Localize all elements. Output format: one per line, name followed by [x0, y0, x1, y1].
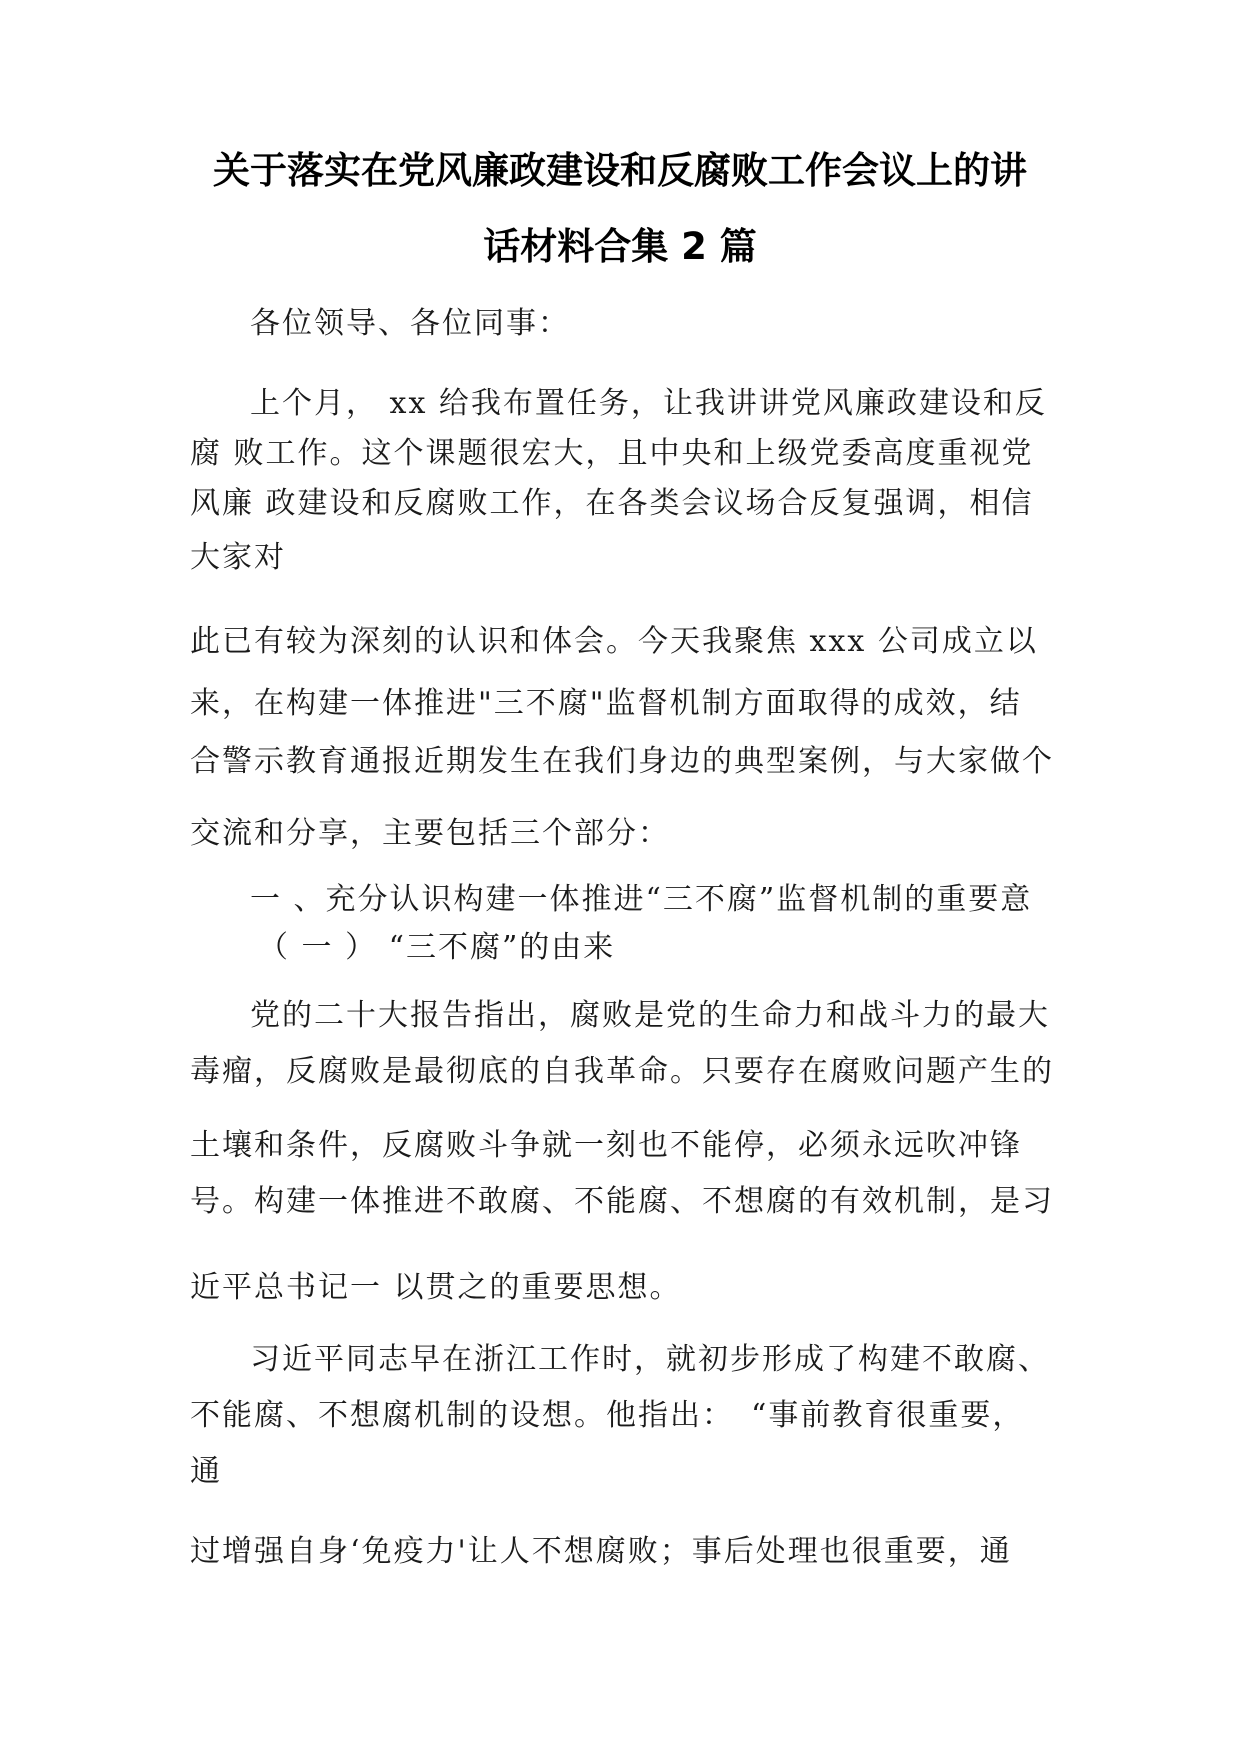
paragraph-line: 毒瘤，反腐败是最彻底的自我革命。只要存在腐败问题产生的	[190, 1054, 1054, 1089]
paragraph-line: 腐 败工作。这个课题很宏大，且中央和上级党委高度重视党	[190, 436, 1034, 471]
paragraph-line: 上个月， xx 给我布置任务，让我讲讲党风廉政建设和反	[250, 386, 1047, 421]
paragraph-line: 通	[190, 1454, 222, 1489]
paragraph-line: 风廉 政建设和反腐败工作，在各类会议场合反复强调，相信	[190, 486, 1034, 521]
paragraph-line: 合警示教育通报近期发生在我们身边的典型案例，与大家做个	[190, 744, 1054, 779]
document-title-line-2: 话材料合集 2 篇	[483, 225, 757, 268]
paragraph-line: 交流和分享，主要包括三个部分：	[190, 816, 670, 851]
salutation: 各位领导、各位同事：	[250, 306, 570, 341]
paragraph-line: 大家对	[190, 540, 286, 575]
paragraph-line: 来，在构建一体推进"三不腐"监督机制方面取得的成效，结	[190, 686, 1022, 721]
document-title-line-1: 关于落实在党风廉政建设和反腐败工作会议上的讲	[213, 149, 1027, 192]
section-heading: 一 、充分认识构建一体推进“三不腐”监督机制的重要意	[250, 882, 1033, 917]
paragraph-line: 习近平同志早在浙江工作时，就初步形成了构建不敢腐、	[250, 1342, 1050, 1377]
paragraph-line: 过增强自身‘免疫力'让人不想腐败；事后处理也很重要，通	[190, 1534, 1012, 1569]
paragraph-line: 此已有较为深刻的认识和体会。今天我聚焦 xxx 公司成立以	[190, 624, 1038, 659]
paragraph-line: 土壤和条件，反腐败斗争就一刻也不能停，必须永远吹冲锋	[190, 1128, 1022, 1163]
paragraph-line: 近平总书记一 以贯之的重要思想。	[190, 1270, 682, 1305]
paragraph-line: 号。构建一体推进不敢腐、不能腐、不想腐的有效机制，是习	[190, 1184, 1054, 1219]
paragraph-line: 不能腐、不想腐机制的设想。他指出： “事前教育很重要，	[190, 1398, 1025, 1433]
paragraph-line: 党的二十大报告指出，腐败是党的生命力和战斗力的最大	[250, 998, 1050, 1033]
subsection-heading: （ 一 ） “三不腐”的由来	[258, 930, 616, 965]
